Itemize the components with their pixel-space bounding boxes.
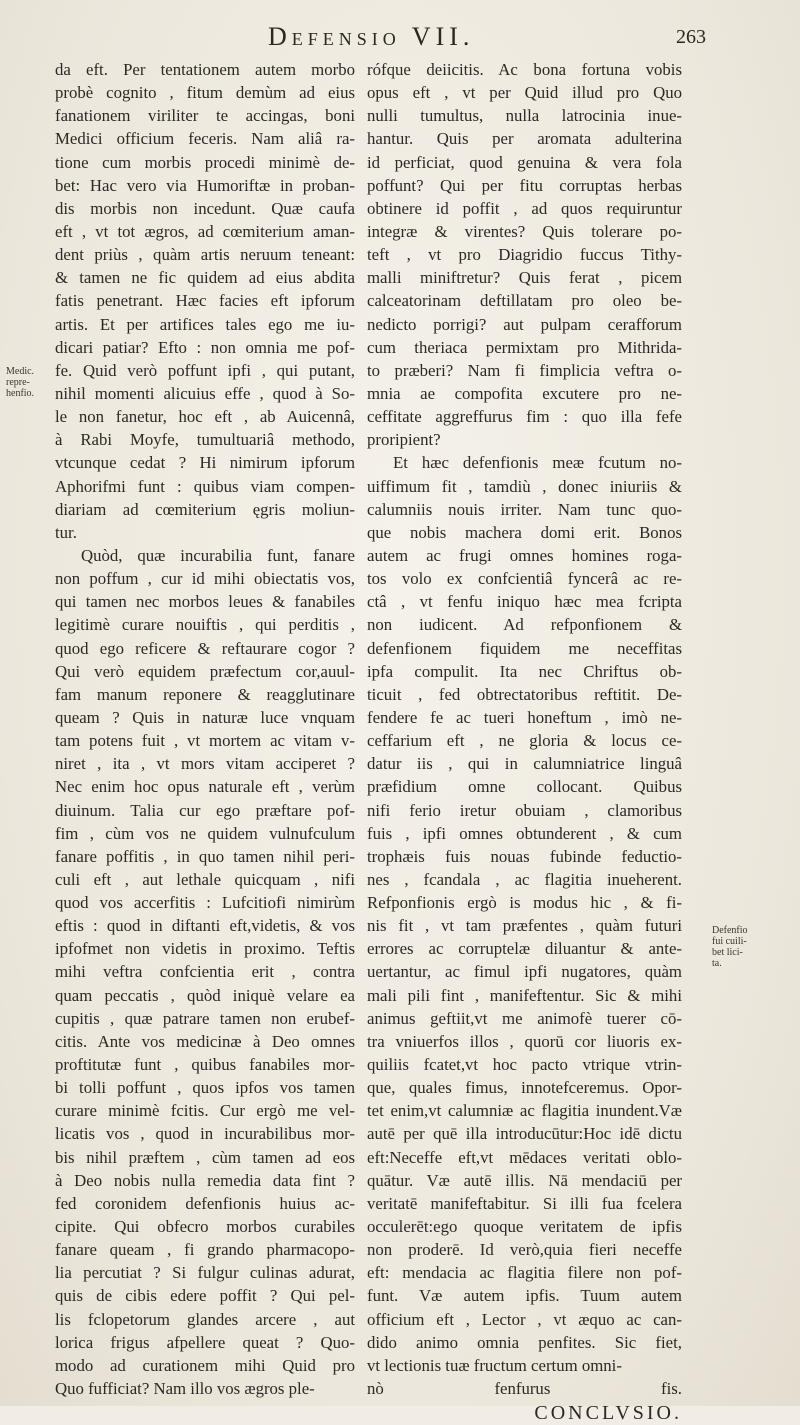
text-line: quod vos accerfitis : Lufcitiofi nimirùm <box>55 893 355 913</box>
text-line: dis morbis non incedunt. Quæ caufa <box>55 198 355 218</box>
marginal-line: bet lici- <box>712 947 743 958</box>
text-line: da eft. Per tentationem autem morbo <box>55 60 355 79</box>
text-line: uertantur, ac fimul ipfi nugatores, quàm <box>367 962 682 982</box>
text-line: lia percutiat ? Si fulgur culinas adurat, <box>55 1263 355 1283</box>
text-line: artis. Et per artifices tales ego me iu- <box>55 314 355 334</box>
text-line: obtinere id poffit , ad quos requiruntur <box>367 198 682 218</box>
text-line: vtcunque cedat ? Hi nimirum ipforum <box>55 453 355 473</box>
text-line: Medici officium feceris. Nam aliâ ra- <box>55 129 355 149</box>
text-line: bet: Hac vero via Humoriftæ in proban- <box>55 175 355 195</box>
text-line: Quòd, quæ incurabilia funt, fanare <box>81 545 355 565</box>
text-line: integræ & virentes? Quis tolerare po- <box>367 221 682 241</box>
text-line: Nec enim hoc opus naturale eft , verùm <box>55 777 355 797</box>
text-line: dicari patiar? Efto : non omnia me pof- <box>55 337 355 357</box>
text-line: tet enim,vt calumniæ ac flagitia inundent.Væ <box>367 1101 682 1121</box>
text-line: fatis penetrant. Hæc facies eft ipforum <box>55 291 355 311</box>
text-line: autem ac frugi omnes homines roga- <box>367 545 682 565</box>
text-line: cipite. Qui obfecro morbos curabiles <box>55 1217 355 1237</box>
marginal-line: ta. <box>712 958 722 969</box>
text-line: que nobis machera domi erit. Bonos <box>367 522 682 542</box>
text-line: cum theriaca permixtam pro Mithrida- <box>367 337 682 357</box>
text-line: rófque deiicitis. Ac bona fortuna vobis <box>367 60 682 79</box>
text-line: opus eft , vt per Quid illud pro Quo <box>367 83 682 103</box>
text-line: defenfionem fiquidem me neceffitas <box>367 638 682 658</box>
running-title: Defensio VII. <box>268 22 475 51</box>
text-line: præfidium omne collocant. Quibus <box>367 777 682 797</box>
marginal-line: henfio. <box>6 388 35 399</box>
text-line: fed coronidem defenfionis huius ac- <box>55 1193 355 1213</box>
text-line: eftis : quod in diftanti eft,videtis, & vos <box>55 916 355 936</box>
right-text-column <box>367 58 682 1425</box>
text-line: calumniis nouis irriter. Nam tunc quo- <box>367 499 682 519</box>
text-line: mali pili fint , manifeftentur. Sic & mihi <box>367 985 682 1005</box>
page-number: 263 <box>676 26 706 48</box>
text-line: fim , cùm vos ne quidem vulnufculum <box>55 823 355 843</box>
marginal-line: Medic. <box>6 366 35 377</box>
text-line: nes , fcandala , ac flagitia inueherent. <box>367 869 682 889</box>
text-line: proripient? <box>367 430 441 450</box>
text-line: mnia ae compofita excutere pro ne- <box>367 383 682 403</box>
text-line: nedicto porrigi? aut pulpam cerafforum <box>367 314 682 334</box>
text-line: hantur. Quis per aromata adulterina <box>367 129 682 149</box>
text-line: ticuit , fed obtrectatoribus reftitit. De- <box>367 684 682 704</box>
left-marginal-note <box>6 366 48 399</box>
text-line: Et hæc defenfionis meæ fcutum no- <box>393 453 682 473</box>
text-line: eft , vt tot ægros, ad cœmiterium aman- <box>55 221 355 241</box>
text-line: Quo fufficiat? Nam illo vos ægros ple- <box>55 1379 315 1399</box>
text-line: dent priùs , quàm artis neruum teneant: <box>55 245 355 265</box>
text-line: officium eft , Lector , vt æquo ac can- <box>367 1309 682 1329</box>
text-line: licatis vos , quod in incurabilibus mor- <box>55 1124 355 1144</box>
text-line: tam potens fuit , vt mortem ac vitam v- <box>55 731 355 751</box>
text-line: quātur. Væ autē illis. Nā mendaciū per <box>367 1170 682 1190</box>
text-line: tos volo ex confcientiâ fyncerâ ac re- <box>367 569 682 589</box>
text-line: fanationem viriliter te accingas, boni <box>55 106 355 126</box>
text-line: bis nihil præftem , cùm tamen ad eos <box>55 1147 355 1167</box>
text-line: autē per quē illa introducūtur:Hoc idē dictu <box>367 1124 682 1144</box>
text-line: nihil momenti alicuius effe , quod à So- <box>55 383 355 403</box>
text-line: modo ad curationem mihi Quid pro <box>55 1355 355 1375</box>
text-line: lorica frigus afpellere queat ? Quo- <box>55 1332 355 1352</box>
right-marginal-note <box>712 925 762 969</box>
text-line: poffunt? Qui per fitu corruptas herbas <box>367 175 682 195</box>
text-line: fendere fe ac tueri honeftum , imò ne- <box>367 707 682 727</box>
text-line: calceatorinam deftillatam pro oleo be- <box>367 291 682 311</box>
marginal-line: repre- <box>6 377 30 388</box>
text-line: nulli tumultus, nulla latrocinia inue- <box>367 106 682 126</box>
text-line: animus geftiit,vt me animofè tuerer cō- <box>367 1008 682 1028</box>
text-line: non proderē. Id verò,quia fieri neceffe <box>367 1240 682 1260</box>
running-head <box>0 22 800 62</box>
text-line: ipfofmet non videtis in proximo. Teftis <box>55 939 355 959</box>
text-line: nifi ferio iretur obuiam , clamoribus <box>367 800 682 820</box>
text-line: tione cum morbis procedi minimè de- <box>55 152 355 172</box>
text-line: citis. Ante vos medicinæ à Deo omnes <box>55 1031 355 1051</box>
text-line: quis de cibis edere poffit ? Qui pel- <box>55 1286 355 1306</box>
left-text-column <box>55 58 355 1400</box>
text-line: vt lectionis tuæ fructum certum omni- <box>367 1355 622 1375</box>
text-line: quam peccatis , quòd iniquè velare ea <box>55 985 355 1005</box>
text-line: bi tolli poffunt , quos ipfos vos tamen <box>55 1078 355 1098</box>
text-line: proftitutæ funt , quibus fanabiles mor- <box>55 1055 355 1075</box>
text-line: eft: mendacia ac flagitia filere non pof- <box>367 1263 682 1283</box>
closing-heading: CONCLVSIO. <box>534 1402 682 1425</box>
text-line: quod ego reficere & reftaurare cogor ? <box>55 638 355 658</box>
text-line: le non fanetur, hoc eft , ab Auicennâ, <box>55 407 355 427</box>
text-line: legitimè curare nouiftis , qui perditis , <box>55 615 355 635</box>
text-line: diuinum. Talia cur ego præftare pof- <box>55 800 355 820</box>
text-line: culi eft , aut lethale quicquam , nifi <box>55 869 355 889</box>
text-line: quiliis fcatet,vt hoc pacto vtrique vtrin- <box>367 1055 682 1075</box>
text-line: nò fenfurus fis. <box>367 1379 682 1399</box>
text-line: diariam ad cœmiterium ęgris moliun- <box>55 499 355 519</box>
text-line: Aphorifmi funt : quibus viam compen- <box>55 476 355 496</box>
text-line: eft:Neceffe eft,vt mēdaces veritati oblo- <box>367 1147 682 1167</box>
text-line: lis fclopetorum glandes arcere , aut <box>55 1309 355 1329</box>
text-line: probè cognito , fitum demùm ad eius <box>55 83 355 103</box>
marginal-line: fui cuili- <box>712 936 747 947</box>
text-line: non poffum , cur id mihi obiectatis vos, <box>55 569 355 589</box>
text-line: nis fit , vt tam præfentes , quàm futuri <box>367 916 682 936</box>
text-line: ceffarium eft , ne gloria & locus ce- <box>367 731 682 751</box>
text-line: malli miniftretur? Quis ferat , picem <box>367 268 682 288</box>
text-line: fe. Quid verò poffunt ipfi , qui putant, <box>55 360 355 380</box>
text-line: curare minimè fcitis. Cur ergò me vel- <box>55 1101 355 1121</box>
text-line: niret , ita , vt mors vitam acciperet ? <box>55 754 355 774</box>
text-line: occulerēt:ego quoque veritatem de ipfis <box>367 1217 682 1237</box>
text-line: qui tamen nec morbos leues & fanabiles <box>55 592 355 612</box>
text-line: id perficiat, quod genuina & vera fola <box>367 152 682 172</box>
text-line: ipfa compulit. Ita nec Chriftus ob- <box>367 661 682 681</box>
text-line: fanare poffitis , in quo tamen nihil peri- <box>55 846 355 866</box>
text-line: ceffitate aggreffurus fim : quo illa fefe <box>367 407 682 427</box>
text-line: funt. Væ autem ipfis. Tuum autem <box>367 1286 682 1306</box>
text-line: mihi veftra confcientia erit , contra <box>55 962 355 982</box>
text-line: datur iis , qui in calumniatrice linguâ <box>367 754 682 774</box>
text-line: ctâ , vt fenfu iniquo hæc mea fcripta <box>367 592 682 612</box>
text-line: queam ? Quis in naturæ luce vnquam <box>55 707 355 727</box>
text-line: tra vniuerfos illos , quorū cor liuoris ex- <box>367 1031 682 1051</box>
text-line: non iudicent. Ad refponfionem & <box>367 615 682 635</box>
text-line: fam manum reponere & reagglutinare <box>55 684 355 704</box>
text-line: to præberi? Nam fi fimplicia veftra o- <box>367 360 682 380</box>
text-line: trophæis fuis nouas fubinde feductio- <box>367 846 682 866</box>
text-line: fanare queam , fi grando pharmacopo- <box>55 1240 355 1260</box>
text-line: que, quales fimus, innotefceremus. Opor- <box>367 1078 682 1098</box>
text-line: à Deo nobis nulla remedia data fint ? <box>55 1170 355 1190</box>
text-line: à Rabi Moyfe, tumultuariâ methodo, <box>55 430 355 450</box>
text-line: cupitis , quæ patrare tamen non erubef- <box>55 1008 355 1028</box>
text-line: errores ac corruptelæ diluantur & ante- <box>367 939 682 959</box>
text-line: teft , vt pro Diagridio fuccus Tithy- <box>367 245 682 265</box>
text-line: & tamen ne fic quidem ad eius abdita <box>55 268 355 288</box>
text-line: fuis , ipfi omnes obtunderent , & cum <box>367 823 682 843</box>
marginal-line: Defenfio <box>712 925 748 936</box>
text-line: tur. <box>55 522 77 542</box>
text-line: Qui verò equidem præfectum cor,auul- <box>55 661 355 681</box>
text-line: uiffimum fit , tamdiù , donec iniuriis & <box>367 476 682 496</box>
text-line: dido animo omnia penfites. Sic fiet, <box>367 1332 682 1352</box>
text-line: Refponfionis ergò is modus hic , & fi- <box>367 893 682 913</box>
text-line: veritatē manifeftabitur. Si illi fua fcelera <box>367 1193 682 1213</box>
